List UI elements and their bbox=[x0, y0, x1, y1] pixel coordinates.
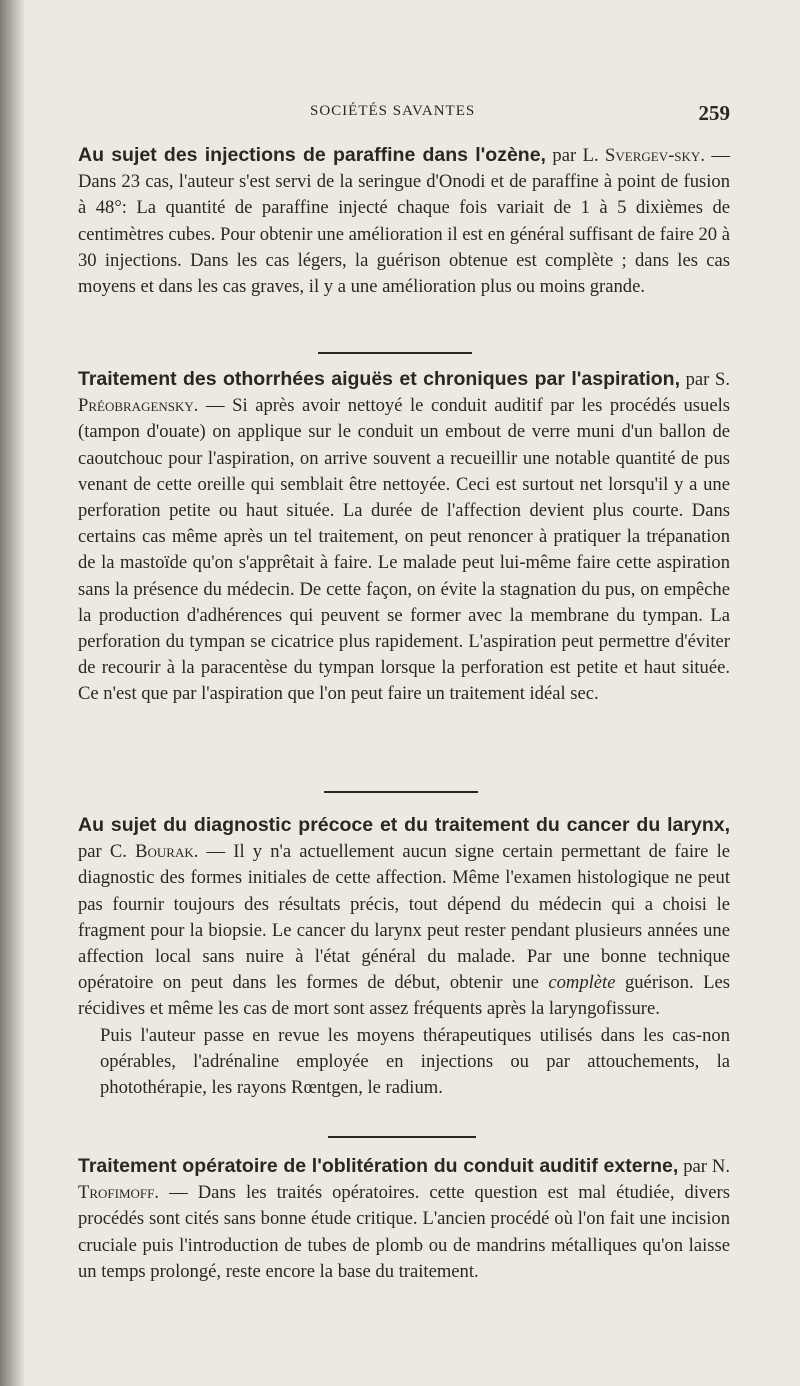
article-othorrhea-aspiration bbox=[78, 366, 730, 708]
article-body: . — Dans les traités opératoires. cette question est mal étudiée, divers procédés sont cités sans bonne étude critique. L'ancien procédé où l'on fait une incision cruciale puis l'introduction de tubes de plomb ou de mandrins métalliques qu'on laisse un temps prolongé, reste encore la base du traitement. bbox=[78, 1182, 730, 1282]
article-title: Traitement opératoire de l'oblitération du conduit auditif externe, bbox=[78, 1155, 679, 1177]
article-byline: par N. bbox=[678, 1156, 730, 1177]
article-body-continued: guérison. Les récidives et même les cas de mort sont assez fréquents après la laryngofissure. bbox=[78, 972, 730, 1020]
page-binding-edge bbox=[0, 0, 24, 1386]
article-paraffin-ozene bbox=[78, 142, 730, 300]
article-body: . — Si après avoir nettoyé le conduit auditif par les procédés usuels (tampon d'ouate) on applique sur le conduit un embout de verre muni d'un ballon de caoutchouc pour l'aspiration, on arrive souvent a recueillir une notable quantité de pus venant de cette oreille qui semblait être nettoyée. Ceci est surtout net lorsqu'il y a une perforation petite ou haut située. La durée de l'affection devient plus courte. Dans certains cas même après un tel traitement, on peut renoncer à pratiquer la trépanation de la mastoïde qu'on s'apprêtait à faire. Le malade peut lui-même faire cette aspiration sans la présence du médecin. De cette façon, on évite la stagnation du pus, on empêche la production d'adhérences qui peuvent se former avec la membrane du tympan. La perforation du tympan se cicatrice plus rapidement. L'aspiration peut permettre d'éviter de recourir à la paracentèse du tympan lorsque la perforation est petite et haut située. Ce n'est que par l'aspiration que l'on peut faire un traitement idéal sec. bbox=[78, 395, 730, 705]
article-paragraph bbox=[78, 812, 730, 1023]
article-title: Au sujet des injections de paraffine dans l'ozène, bbox=[78, 144, 546, 166]
section-divider bbox=[328, 1136, 476, 1138]
article-byline: par S. bbox=[680, 369, 730, 390]
article-body: . — Il y n'a actuellement aucun signe certain permettant de faire le diagnostic des formes initiales de cette affection. Même l'examen histologique ne peut pas fournir toujours des résultats précis, tout dépend du médecin qui a choisi le fragment pour la biopsie. Le cancer du larynx peut rester pendant plusieurs années une affection local sans nuire à l'état général du malade. Par une bonne technique opératoire on peut dans les formes de début, obtenir une bbox=[78, 841, 730, 994]
running-head: SOCIÉTÉS SAVANTES bbox=[310, 103, 476, 119]
article-paragraph-2: Puis l'auteur passe en revue les moyens thérapeutiques utilisés dans les cas-non opérables, l'adrénaline employée en injections ou par attouchements, la photothérapie, les rayons Rœntgen, le radium. bbox=[100, 1024, 730, 1099]
article-author: Bourak bbox=[135, 841, 194, 863]
article-paragraph bbox=[78, 142, 730, 300]
article-author: Préobragensky bbox=[78, 395, 194, 417]
article-byline: par C. bbox=[78, 841, 136, 863]
article-paragraph bbox=[78, 366, 730, 708]
article-author: Svergev-sky bbox=[605, 145, 701, 166]
article-auditory-canal bbox=[78, 1153, 730, 1285]
article-title: Traitement des othorrhées aiguës et chroniques par l'aspiration, bbox=[78, 368, 681, 390]
article-title: Au sujet du diagnostic précoce et du traitement du cancer du larynx, bbox=[78, 814, 730, 836]
section-divider bbox=[324, 791, 478, 793]
article-author: Trofimoff bbox=[78, 1182, 155, 1204]
page-header bbox=[310, 101, 730, 127]
article-larynx-cancer bbox=[78, 812, 730, 1101]
article-body: . — Dans 23 cas, l'auteur s'est servi de la seringue d'Onodi et de paraffine à point de fusion à 48°: La quantité de paraffine injecté chaque fois variait de 1 à 5 dixièmes de centimètres cubes. Pour obtenir une amélioration il est en général suffisant de faire 20 à 30 injections. Dans les cas légers, la guérison obtenue est complète ; dans les cas moyens et dans les cas graves, il y a une amélioration plus ou moins grande. bbox=[78, 145, 730, 298]
page-number: 259 bbox=[698, 101, 730, 125]
section-divider bbox=[318, 352, 472, 354]
article-emphasis: complète bbox=[548, 972, 616, 994]
article-byline: par L. bbox=[545, 145, 606, 166]
article-paragraph bbox=[78, 1153, 730, 1285]
